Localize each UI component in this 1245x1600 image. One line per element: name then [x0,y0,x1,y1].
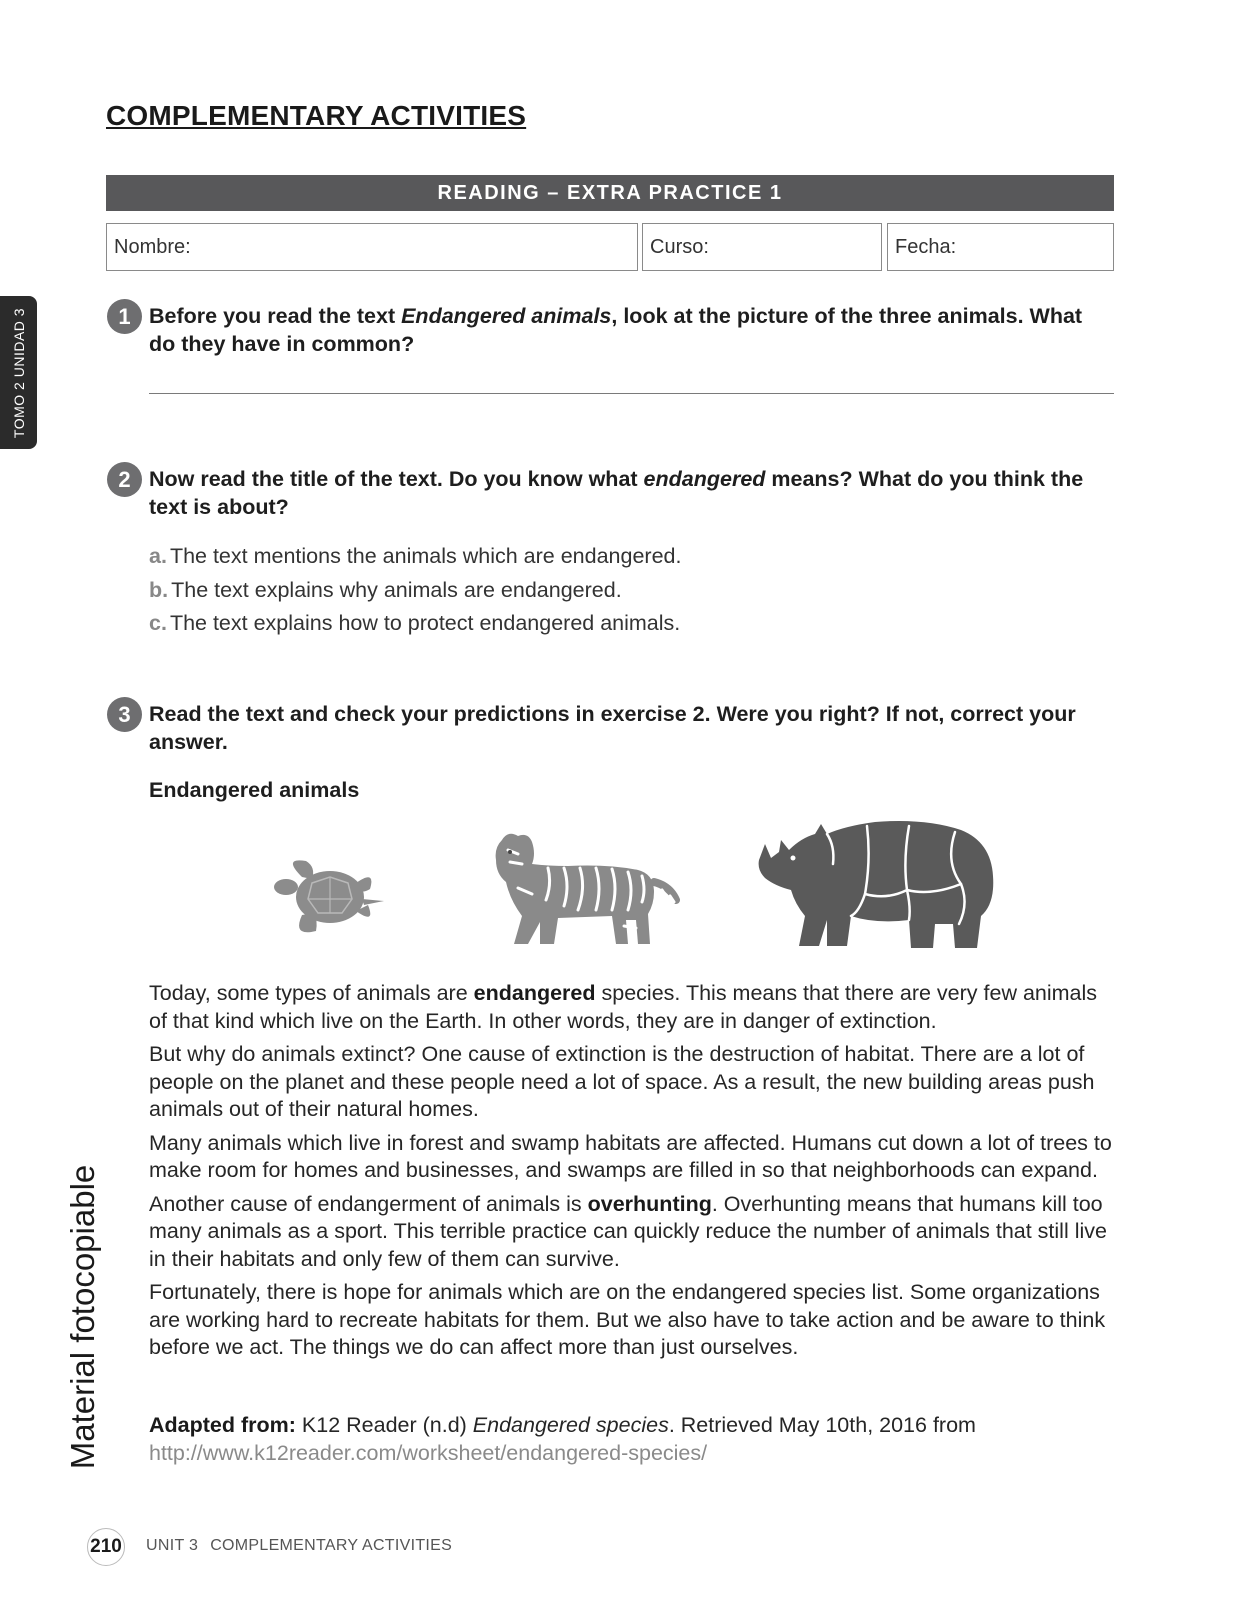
question-2-text-b: means? What do you think the text is about? [149,467,1084,519]
question-2-italic: endangered [643,467,766,491]
page-title: COMPLEMENTARY ACTIVITIES [106,100,527,131]
reading-text [149,980,1119,1368]
question-2 [149,465,1114,521]
footer [146,1537,452,1555]
paragraph-2: But why do animals extinct? One cause of extinction is the destruction of habitat. There are a lot of people on the planet and these people need a lot of space. As a result, the new building areas push animals out of their natural homes. [149,1042,1095,1121]
paragraph-5: Fortunately, there is hope for animals which are on the endangered species list. Some organizations are working hard to recreate habitats for them. But we also have to take action and be aware to think before we act. The things we do can affect more than just ourselves. [149,1280,1106,1359]
paragraph-1-a: Today, some types of animals are [149,981,474,1005]
paragraph-4 [149,1191,1119,1274]
question-number-3: 3 [107,697,142,732]
side-tab-label: TOMO 2 UNIDAD 3 [10,307,27,438]
page-number: 210 [87,1528,125,1566]
option-a-letter: a. [149,544,167,568]
source-title: Endangered species [472,1413,669,1437]
nombre-field[interactable]: Nombre: [106,223,638,271]
curso-field[interactable]: Curso: [642,223,882,271]
option-b-text: The text explains why animals are endangered. [171,578,622,602]
answer-line[interactable] [149,393,1114,394]
question-1-text-b: , look at the picture of the three animals. What do they have in common? [149,304,1083,356]
source-text-a: K12 Reader (n.d) [295,1413,473,1437]
section-banner: READING – EXTRA PRACTICE 1 [106,175,1114,211]
source-label: Adapted from: [149,1413,296,1437]
paragraph-4-b: . Overhunting means that humans kill too many animals as a sport. This terrible practice can quickly reduce the number of animals that still live in their habitats and only few of them can survive. [149,1191,1107,1271]
question-number-1: 1 [107,299,142,334]
footer-section: COMPLEMENTARY ACTIVITIES [210,1537,453,1554]
paragraph-3: Many animals which live in forest and swamp habitats are affected. Humans cut down a lot of trees to make room for homes and businesses, and swamps are filled in so that neighborhoods can expand. [149,1130,1112,1182]
rhino-icon [755,820,1005,950]
question-3: Read the text and check your predictions in exercise 2. Were you right? If not, correct your answer. [149,702,1076,754]
question-1-text-a: Before you read the text [149,304,402,328]
question-number-2: 2 [107,462,142,497]
paragraph-4-bold: overhunting [587,1191,712,1216]
source-url[interactable]: http://www.k12reader.com/worksheet/endangered-species/ [149,1441,708,1465]
paragraph-1-bold: endangered [473,981,596,1005]
option-c-text: The text explains how to protect endangered animals. [169,611,681,635]
source-citation [149,1411,1119,1467]
side-tab [0,296,37,449]
option-c-letter: c. [149,611,167,635]
option-b[interactable] [149,578,622,603]
tiger-icon [478,830,688,948]
turtle-icon [272,855,387,940]
option-a-text: The text mentions the animals which are endangered. [169,544,682,568]
question-1-italic: Endangered animals [401,304,612,328]
reading-title: Endangered animals [149,778,360,802]
question-1 [149,302,1114,358]
paragraph-1-b: species. This means that there are very few animals of that kind which live on the Earth. In other words, they are in danger of extinction. [149,981,1098,1033]
option-b-letter: b. [149,578,169,602]
source-text-b: . Retrieved May 10th, 2016 from [668,1413,976,1437]
footer-unit: UNIT 3 [146,1537,199,1554]
paragraph-4-a: Another cause of endangerment of animals is [149,1191,588,1216]
vertical-label: Material fotocopiable [64,1164,101,1470]
fecha-field[interactable]: Fecha: [887,223,1114,271]
question-2-text-a: Now read the title of the text. Do you know what [149,467,644,491]
option-c[interactable] [149,611,680,636]
paragraph-1 [149,980,1119,1035]
option-a[interactable] [149,544,681,569]
